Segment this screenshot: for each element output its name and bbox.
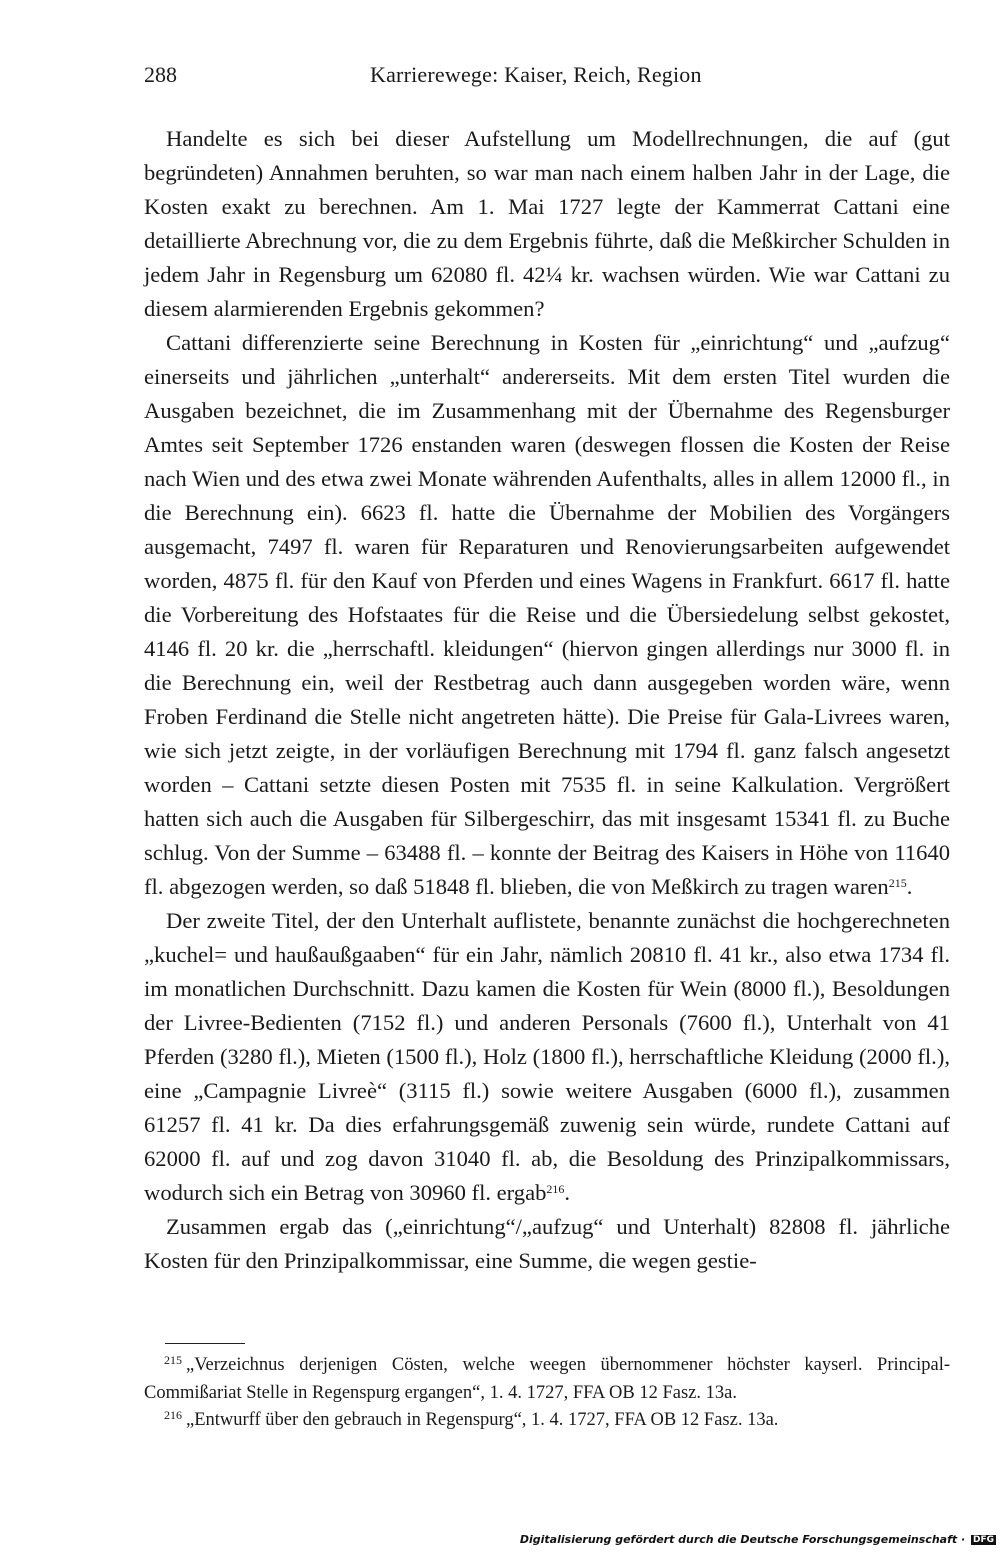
footnote-number: 216 [164,1408,182,1422]
footnote [144,1352,950,1407]
paragraph: Der zweite Titel, der den Unterhalt auflistete, benannte zunächst die hochgerechneten „kuchel= und haußaußgaaben“ für ein Jahr, nämlich 20810 fl. 41 kr., also etwa 1734 fl. im monatlichen Durchschnitt. Dazu kamen die Kosten für Wein (8000 fl.), Besoldungen der Livree-Bedienten (7152 fl.) und anderen Personals (7600 fl.), Unterhalt von 41 Pferden (3280 fl.), Mieten (1500 fl.), Holz (1800 fl.), herrschaftliche Kleidung (2000 fl.), eine „Campagnie Livreè“ (3115 fl.) sowie weitere Ausgaben (6000 fl.), zusammen 61257 fl. 41 kr. Da dies erfahrungsgemäß zuwenig sein würde, rundete Cattani auf 62000 fl. auf und zog davon 31040 fl. ab, die Besoldung des Prinzipalkommissars, wodurch sich ein Betrag von 30960 fl. ergab$^{216}$. [144,908,950,1205]
dfg-logo: DFG [972,1535,994,1545]
paragraph: Handelte es sich bei dieser Aufstellung um Modellrechnungen, die auf (gut begründeten) Annahmen beruhten, so war man nach einem halben Jahr in der Lage, die Kosten exakt zu berechnen. Am 1. Mai 1727 legte der Kammerrat Cattani eine detaillierte Abrechnung vor, die zu dem Ergebnis führte, daß die Meßkircher Schulden in jedem Jahr in Regensburg um 62080 fl. 42¼ kr. wachsen würden. Wie war Cattani zu diesem alarmierenden Ergebnis gekommen? [144,126,950,321]
body-text [144,122,950,1278]
footnote-divider [165,1343,245,1344]
credit-text: Digitalisierung gefördert durch die Deutsche Forschungsgemeinschaft · [519,1533,966,1546]
running-title: Karrierewege: Kaiser, Reich, Region [370,62,702,87]
digitization-credit [520,1533,996,1546]
page-number: 288 [144,62,177,87]
footnote-reference: 216 [546,1182,565,1196]
footnote-text: „Entwurff über den gebrauch in Regenspurg“, 1. 4. 1727, FFA OB 12 Fasz. 13a. [186,1410,779,1430]
footnote-number: 215 [164,1353,182,1367]
paragraph: Zusammen ergab das („einrichtung“/„aufzug“ und Unterhalt) 82808 fl. jährliche Kosten für den Prinzipalkommissar, eine Summe, die wegen gestie- [144,1214,950,1273]
footnote [144,1407,950,1435]
footnote-reference: 215 [888,876,907,890]
footnote-text: „Verzeichnus derjenigen Cösten, welche weegen übernommener höchster kayserl. Principal-Commißariat Stelle in Regenspurg ergangen“, 1. 4. 1727, FFA OB 12 Fasz. 13a. [144,1355,950,1403]
page-header [144,62,950,92]
paragraph: Cattani differenzierte seine Berechnung in Kosten für „einrichtung“ und „aufzug“ einerseits und jährlichen „unterhalt“ andererseits. Mit dem ersten Titel wurden die Ausgaben bezeichnet, die im Zusammenhang mit der Übernahme des Regensburger Amtes seit September 1726 enstanden waren (deswegen flossen die Kosten der Reise nach Wien und des etwa zwei Monate währenden Aufenthalts, alles in allem 12000 fl., in die Berechnung ein). 6623 fl. hatte die Übernahme der Mobilien des Vorgängers ausgemacht, 7497 fl. waren für Reparaturen und Renovierungsarbeiten aufgewendet worden, 4875 fl. für den Kauf von Pferden und eines Wagens in Frankfurt. 6617 fl. hatte die Vorbereitung des Hofstaates für die Reise und die Übersiedelung selbst gekostet, 4146 fl. 20 kr. die „herrschaftl. kleidungen“ (hiervon gingen allerdings nur 3000 fl. in die Berechnung ein, weil der Restbetrag auch dann ausgegeben worden wäre, wenn Froben Ferdinand die Stelle nicht angetreten hätte). Die Preise für Gala-Livrees waren, wie sich jetzt zeigte, in der vorläufigen Berechnung mit 1794 fl. ganz falsch angesetzt worden – Cattani setzte diesen Posten mit 7535 fl. in seine Kalkulation. Vergrößert hatten sich auch die Ausgaben für Silbergeschirr, das mit insgesamt 15341 fl. zu Buche schlug. Von der Summe – 63488 fl. – konnte der Beitrag des Kaisers in Höhe von 11640 fl. abgezogen werden, so daß 51848 fl. blieben, die von Meßkirch zu tragen waren$^{215}$. [144,330,950,899]
footnotes [144,1352,950,1435]
